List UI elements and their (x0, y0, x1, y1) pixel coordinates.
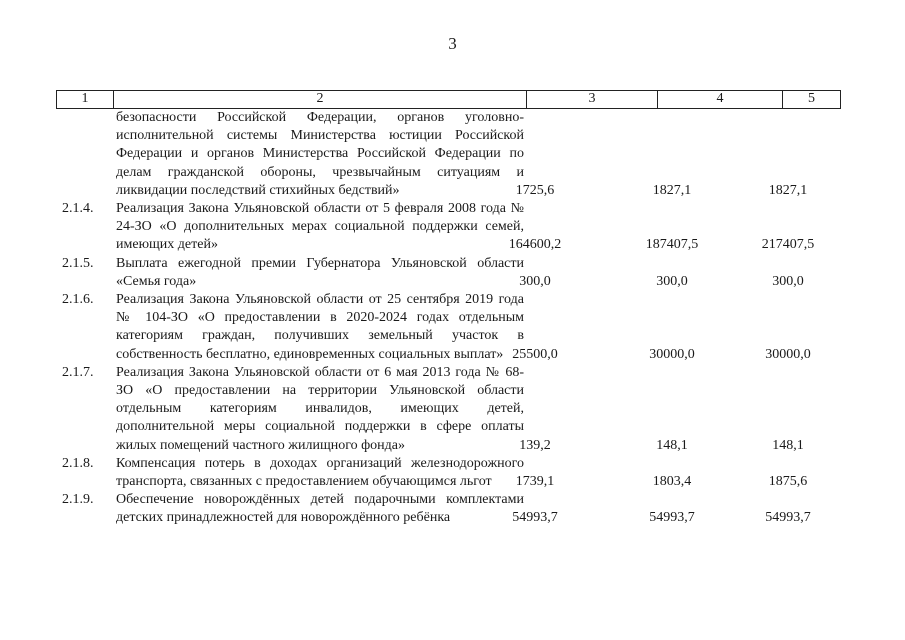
row-code: 2.1.5. (62, 255, 94, 271)
header-col-3: 3 (527, 91, 658, 108)
table-header-row (56, 90, 841, 109)
row-value-col-4: 300,0 (656, 273, 688, 289)
row-value-col-5: 1827,1 (768, 182, 808, 198)
row-code: 2.1.8. (62, 455, 94, 471)
row-value-col-5: 30000,0 (765, 346, 811, 362)
header-col-5: 5 (808, 91, 815, 106)
row-description: Реализация Закона Ульяновской области от 6 мая 2013 года № 68-ЗО «О предоставлении на территории Ульяновской области отдельным категориям инвалидов, имеющих детей, дополнительной меры социальной поддержки в сфере оплаты жилых помещений частного жилищного фонда» (116, 364, 524, 453)
row-value-col-4: 1827,1 (652, 182, 692, 198)
row-description: Обеспечение новорождённых детей подарочными комплектами детских принадлежностей для новорождённого ребёнка (116, 492, 524, 526)
row-code: 2.1.6. (62, 292, 94, 308)
row-value-col-5: 1875,6 (768, 474, 808, 490)
row-value-col-3: 54993,7 (512, 510, 558, 526)
row-description: Реализация Закона Ульяновской области от 25 сентября 2019 года № 104-ЗО «О предоставлении в 2020-2024 годах отдельным категориям граждан, получивших земельный участок в собственность бесплатно, единовременных социальных выплат» (116, 292, 524, 362)
table-row (56, 364, 841, 455)
row-code: 2.1.9. (62, 492, 94, 508)
row-value-col-5: 148,1 (772, 437, 804, 453)
page-number: 3 (448, 34, 457, 53)
row-value-col-4: 187407,5 (645, 237, 699, 253)
row-value-col-4: 148,1 (656, 437, 688, 453)
row-value-col-3: 1725,6 (515, 182, 555, 198)
budget-table (56, 90, 841, 528)
table-row (56, 255, 841, 291)
table-row (56, 109, 841, 200)
row-value-col-3: 164600,2 (508, 237, 562, 253)
header-col-2: 2 (114, 91, 527, 108)
row-value-col-3: 139,2 (519, 437, 551, 453)
row-value-col-4: 1803,4 (652, 474, 692, 490)
row-value-col-3: 25500,0 (512, 346, 558, 362)
row-description: безопасности Российской Федерации, органов уголовно-исполнительной системы Министерства юстиции Российской Федерации и органов Министерства Российской Федерации по делам гражданской обороны, чрезвычайным ситуациям и ликвидации последствий стихийных бедствий» (116, 110, 524, 198)
table-row (56, 200, 841, 255)
row-description: Реализация Закона Ульяновской области от 5 февраля 2008 года № 24-ЗО «О дополнительных мерах социальной поддержки семей, имеющих детей» (116, 201, 524, 253)
table-row (56, 291, 841, 364)
row-description: Компенсация потерь в доходах организаций железнодорожного транспорта, связанных с предоставлением обучающимся льгот (116, 455, 524, 490)
row-value-col-5: 300,0 (772, 273, 804, 289)
row-value-col-4: 54993,7 (649, 510, 695, 526)
row-description: Выплата ежегодной премии Губернатора Ульяновской области «Семья года» (116, 255, 524, 289)
header-col-1: 1 (57, 91, 114, 108)
row-code: 2.1.4. (62, 201, 94, 217)
header-col-4: 4 (658, 91, 783, 108)
row-code: 2.1.7. (62, 364, 94, 380)
row-value-col-5: 54993,7 (765, 510, 811, 526)
row-value-col-5: 217407,5 (761, 237, 815, 253)
table-row (56, 455, 841, 491)
table-row (56, 491, 841, 527)
row-value-col-3: 300,0 (519, 273, 551, 289)
row-value-col-3: 1739,1 (515, 474, 555, 490)
row-value-col-4: 30000,0 (649, 346, 695, 362)
